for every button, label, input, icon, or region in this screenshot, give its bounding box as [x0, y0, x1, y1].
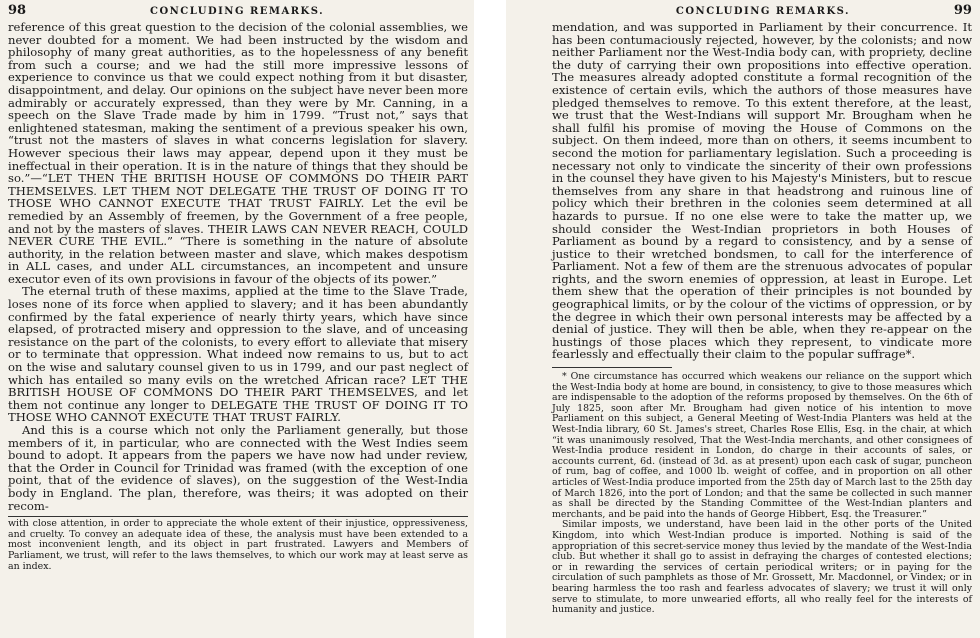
right-footnote-rule — [552, 367, 672, 368]
right-running-head — [552, 4, 972, 19]
right-paragraph-1: mendation, and was supported in Parliament by their concurrence. It has been contumaciously rejected, however, by the colonists; and now neither Parliament nor the West-India body can, with propriety, decline the duty of carrying their own propositions into effective operation. The measures already adopted constitute a formal recognition of the existence of certain evils, which the authors of those measures have pledged themselves to remove. To this extent therefore, at the least, we trust that the West-Indians will support Mr. Brougham when he shall fulfil his promise of moving the House of Commons on the subject. On them indeed, more than on others, it seems incumbent to second the motion for parliamentary legislation. Such a proceeding is necessary not only to vindicate the sincerity of their own professions in the counsel they have given to his Majesty's Ministers, but to rescue themselves from any share in that headstrong and ruinous line of policy which their brethren in the colonies seem determined at all hazards to pursue. If no one else were to take the matter up, we should consider the West-Indian proprietors in both Houses of Parliament as bound by a regard to consistency, and by a sense of justice to their wretched bondsmen, to call for the interference of Parliament. Not a few of them are the strenuous advocates of popular rights, and the sworn enemies of oppression, at least in Europe. Let them shew that the operation of their principles is not bounded by geographical limits, or by the colour of the victims of oppression, or by the degree in which their own personal interests may be affected by a denial of justice. They will then be able, when they re-appear on the hustings of those places which they represent, to vindicate more fearlessly and effectually their claim to the popular suffrage*. — [552, 20, 972, 362]
left-running-head — [8, 4, 468, 19]
left-page — [0, 0, 474, 638]
right-page-number: 99 — [953, 3, 972, 18]
page-gutter — [474, 0, 506, 638]
left-footnote: with close attention, in order to appreciate the whole extent of their injustice, oppressiveness, and cruelty. To convey an adequate idea of these, the analysis must have been extended to a most inconvenient length, and its object in part frustrated. Lawyers and Members of Parliament, we trust, will refer to the laws themselves, to which our work may at least serve as an index. — [8, 518, 468, 572]
left-paragraph-3: And this is a course which not only the Parliament generally, but those members of it, in particular, who are connected with the West Indies seem bound to adopt. It appears from the papers we have now had under review, that the Order in Council for Trinidad was framed (with the exception of one point, that of the evidence of slaves), on the suggestion of the West-India body in England. The plan, therefore, was theirs; it was adopted on their recom- — [8, 423, 468, 513]
right-footnote-2: Similar imposts, we understand, have been laid in the other ports of the United Kingdom, into which West-Indian produce is imported. Nothing is said of the appropriation of this secret-service money thus levied by the mandate of the West-India club. But whether it shall go to assist in defraying the charges of contested elections; or in rewarding the services of certain periodical writers; or in paying for the circulation of such pamphlets as those of Mr. Grossett, Mr. Macdonnel, or Vindex; or in bearing harmless the too rash and fearless advocates of slavery; we trust it will only serve to stimulate, to more unwearied efforts, all who really feel for the interests of humanity and justice. — [552, 519, 972, 616]
left-footnote-rule — [8, 516, 468, 517]
left-page-number: 98 — [8, 3, 27, 18]
right-page — [506, 0, 980, 638]
left-paragraph-1: reference of this great question to the decision of the colonial assemblies, we never doubted for a moment. We had been instructed by the wisdom and philosophy of many great authorities, as to the hopelessness of any benefit from such a course; and we had the still more impressive lessons of experience to convince us that we could expect nothing from it but disaster, disappointment, and delay. Our opinions on the subject have never been more admirably or accurately expressed, than they were by Mr. Canning, in a speech on the Slave Trade made by him in 1799. “Trust not,” says that enlightened statesman, making the sentiment of a previous speaker his own, “trust not the masters of slaves in what concerns legislation for slavery. However specious their laws may appear, depend upon it they must be ineffectual in their operation. It is in the nature of things that they should be so.”—“LET THEN THE BRITISH HOUSE OF COMMONS DO THEIR PART THEMSELVES. LET THEM NOT DELEGATE THE TRUST OF DOING IT TO THOSE WHO CANNOT EXECUTE THAT TRUST FAIRLY. Let the evil be remedied by an Assembly of freemen, by the Government of a free people, and not by the masters of slaves. THEIR LAWS CAN NEVER REACH, COULD NEVER CURE THE EVIL.” “There is something in the nature of absolute authority, in the relation between master and slave, which makes despotism in ALL cases, and under ALL circumstances, an incompetent and unsure executor even of its own provisions in favour of the objects of its power.” — [8, 20, 468, 286]
right-footnote-1: * One circumstance has occurred which weakens our reliance on the support which the West-India body at home are bound, in consistency, to give to those measures which are indispensable to the adoption of the reforms proposed by themselves. On the 6th of July 1825, soon after Mr. Brougham had given notice of his intention to move Parliament on this subject, a General Meeting of West-India Planters was held at the West-India library, 60 St. James's street, Charles Rose Ellis, Esq. in the chair, at which “it was unanimously resolved, That the West-India merchants, and other consignees of West-India produce resident in London, do charge in their accounts of sales, or accounts current, 6d. (instead of 3d. as at present) upon each cask of sugar, puncheon of rum, bag of coffee, and 1000 lb. weight of coffee, and in proportion on all other articles of West-India produce imported from the 25th day of March last to the 25th day of March 1826, into the port of London; and that the same be collected in such manner as shall be directed by the Standing Committee of the West-Indian planters and merchants, and be paid into the hands of George Hibbert, Esq. the Treasurer.” — [552, 371, 972, 520]
left-paragraph-2: The eternal truth of these maxims, applied at the time to the Slave Trade, loses none of its force when applied to slavery; and it has been abundantly confirmed by the fatal experience of nearly thirty years, which have since elapsed, of protracted misery and oppression to the slave, and of unceasing resistance on the part of the colonists, to every effort to alleviate that misery or to terminate that oppression. What indeed now remains to us, but to act on the wise and salutary counsel given to us in 1799, and our past neglect of which has entailed so many evils on the wretched African race? LET THE BRITISH HOUSE OF COMMONS DO THEIR PART THEMSELVES, and let them not continue any longer to DELEGATE THE TRUST OF DOING IT TO THOSE WHO CANNOT EXECUTE THAT TRUST FAIRLY. — [8, 284, 468, 425]
left-running-title: CONCLUDING REMARKS. — [149, 6, 325, 17]
right-running-title: CONCLUDING REMARKS. — [675, 6, 850, 17]
